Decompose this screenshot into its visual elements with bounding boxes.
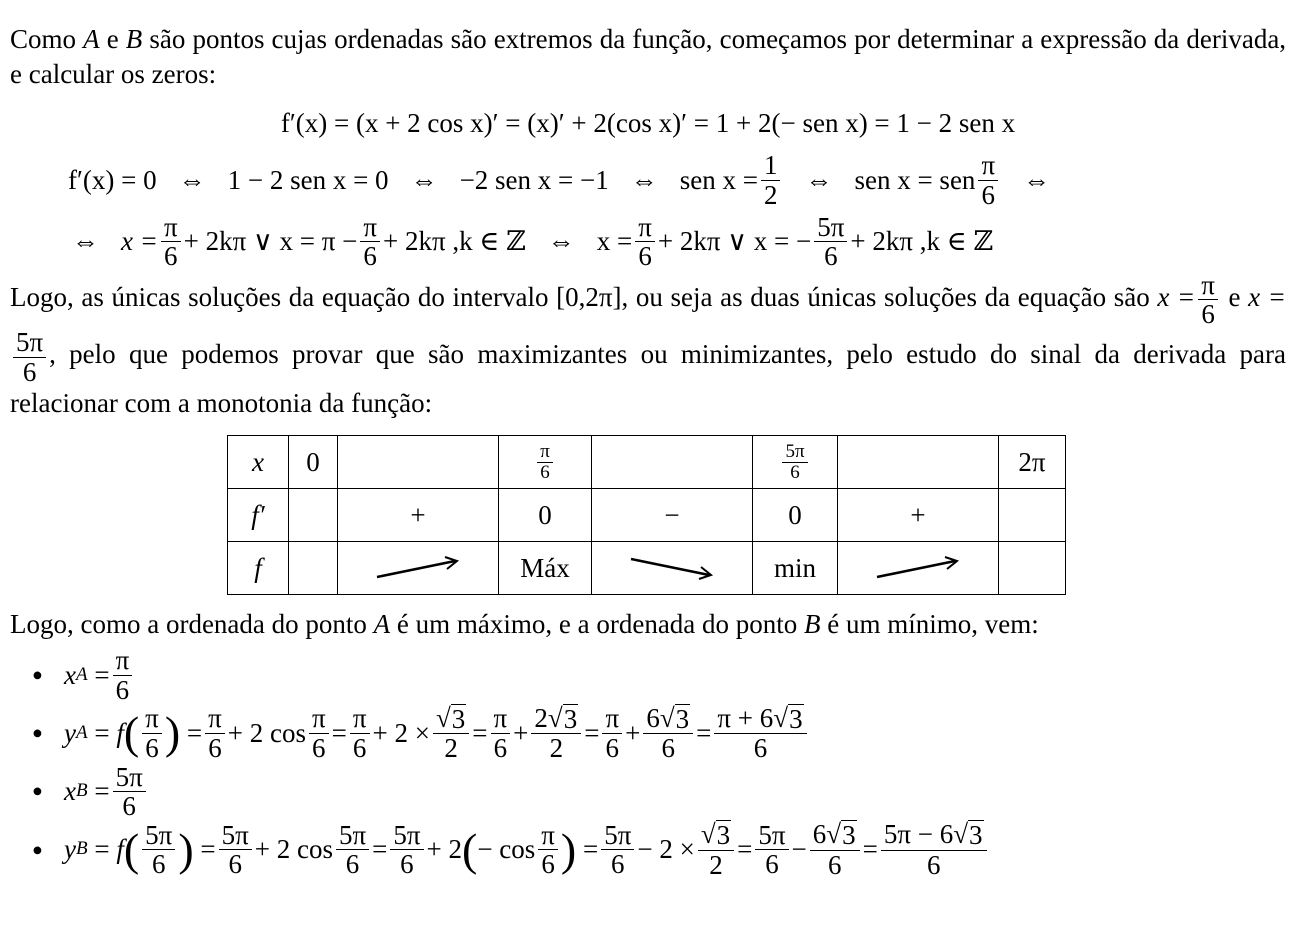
point-b: B [804, 609, 821, 640]
iff-symbol: ⇔ [72, 226, 99, 257]
row-label-x: x [228, 436, 289, 489]
intro-text-1: Como [10, 24, 77, 54]
zeros-step-2: 1 − 2 sen x = 0 [227, 164, 389, 195]
decreasing-arrow-icon [592, 542, 753, 595]
list-item-yb: ● y B = f ( $\frac{5\pi}{6}$ ) = $\frac{5\pi}{6}$ + 2 cos $\frac{5\pi}{6}$ = $\frac{5\pi}{6}$ + 2 ( − cos $\frac{\pi}{6}$ ) = $\frac{5\pi}{6}$ − 2 × √ 3 2 = $\frac{5\pi}{6}$ − 6√ 3 6 = 5π − 6√ 3 6 [32, 820, 1286, 879]
iff-symbol: ⇔ [178, 164, 206, 195]
zero-1: 0 [499, 489, 592, 542]
x-equals: x = [1157, 281, 1196, 312]
or-symbol: ∨ [727, 226, 748, 257]
fraction-pi-6: $\frac{\pi}{6}$ [978, 151, 998, 209]
maximum-label: Máx [499, 542, 592, 595]
table-row-f [228, 542, 1066, 595]
increasing-arrow-icon [338, 542, 499, 595]
solutions-text-2: , pelo que podemos provar que são maximizantes ou minimizantes, pelo estudo do sinal da derivada para relacionar com a monotonia da função: [10, 339, 1286, 419]
solution-x-4: x = − [753, 226, 812, 257]
intro-text-2: são pontos cujas ordenadas são extremos da função, começamos por determinar a expressão da derivada, e calcular os zeros: [10, 24, 1287, 90]
or-symbol: ∨ [252, 226, 273, 257]
derivative-expression: f′(x) = (x + 2 cos x)′ = (x)′ + 2(cos x)′ = 1 + 2(− sen x) = 1 − 2 sen x [280, 108, 1016, 139]
fraction-pi-6: $\frac{\pi}{6}$ [635, 213, 655, 271]
zeros-step-5: sen x = sen [854, 164, 976, 195]
intro-paragraph [10, 22, 1286, 92]
row-label-f: f [228, 542, 289, 595]
fraction-5pi-6: $\frac{5\pi}{6}$ [814, 213, 847, 271]
solution-x-2: x = π − [279, 226, 358, 257]
increasing-arrow-icon [838, 542, 999, 595]
results-list [10, 646, 1286, 879]
fraction-5pi-6: $\frac{5\pi}{6}$ [782, 442, 807, 483]
row-label-fprime: f′ [228, 489, 289, 542]
iff-symbol: ⇔ [547, 226, 575, 257]
zeros-line-1 [10, 151, 1286, 209]
fraction-pi-6: $\frac{\pi}{6}$ [1198, 271, 1218, 329]
iff-symbol: ⇔ [805, 164, 833, 195]
fraction-5pi-6: $\frac{5\pi}{6}$ [113, 763, 146, 821]
fraction-pi-6: $\frac{\pi}{6}$ [113, 646, 133, 704]
list-item-xb: ● x B = $\frac{5\pi}{6}$ [32, 763, 1286, 821]
conclusion-text-1: Logo, como a ordenada do ponto [10, 609, 367, 640]
fraction-one-half: $\frac{1}{2}$ [761, 151, 781, 209]
point-b: B [125, 24, 143, 54]
intro-and: e [106, 24, 119, 54]
conclusion-text-2: é um máximo, e a ordenada do ponto [396, 609, 798, 640]
zero-2: 0 [753, 489, 838, 542]
x-start: 0 [289, 436, 338, 489]
zeros-step-3: −2 sen x = −1 [459, 164, 609, 195]
plus-2kpi: + 2kπ [657, 226, 721, 257]
iff-symbol: ⇔ [410, 164, 438, 195]
zeros-line-2 [10, 213, 1286, 271]
minimum-label: min [753, 542, 838, 595]
zeros-step-4: sen x = [679, 164, 758, 195]
document-page [10, 22, 1286, 879]
solutions-text-1: Logo, as únicas soluções da equação do intervalo [0,2π], ou seja as duas únicas soluções da equação são [10, 281, 1150, 312]
derivative-equation [10, 106, 1286, 141]
sign-positive-1: + [338, 489, 499, 542]
solution-x-1: x = [121, 226, 158, 257]
sign-negative: − [592, 489, 753, 542]
iff-symbol: ⇔ [630, 164, 658, 195]
conclusion-paragraph [10, 607, 1286, 642]
fraction-5pi-6: $\frac{5\pi}{6}$ [13, 328, 46, 386]
sign-positive-2: + [838, 489, 999, 542]
solutions-paragraph [10, 271, 1286, 421]
plus-2kpi-k: + 2kπ ,k ∈ ℤ [382, 226, 526, 257]
list-item-xa: ● x A = $\frac{\pi}{6}$ [32, 646, 1286, 704]
fraction-pi-6: $\frac{\pi}{6}$ [161, 213, 181, 271]
and-word: e [1228, 281, 1241, 312]
point-a: A [83, 24, 100, 54]
plus-2kpi-k: + 2kπ ,k ∈ ℤ [850, 226, 994, 257]
table-row-fprime [228, 489, 1066, 542]
iff-symbol: ⇔ [1023, 164, 1051, 195]
x-equals: x = [1248, 281, 1287, 312]
table-row-x [228, 436, 1066, 489]
fraction-pi-6: $\frac{\pi}{6}$ [360, 213, 380, 271]
fraction-pi-6: $\frac{\pi}{6}$ [537, 442, 553, 483]
plus-2kpi: + 2kπ [183, 226, 247, 257]
conclusion-text-3: é um mínimo, vem: [827, 609, 1039, 640]
point-a: A [373, 609, 391, 640]
sign-table [227, 435, 1066, 595]
solution-x-3: x = [596, 226, 633, 257]
list-item-ya: ● y A = f ( $\frac{\pi}{6}$ ) = $\frac{\pi}{6}$ + 2 cos $\frac{\pi}{6}$ = $\frac{\pi}{6}$ + 2 × √ 3 2 = $\frac{\pi}{6}$ + 2√ 3 2 = $\frac{\pi}{6}$ + 6√ 3 6 = π + 6√ 3 6 [32, 704, 1286, 763]
x-end: 2π [999, 436, 1066, 489]
zeros-step-1: f′(x) = 0 [68, 164, 157, 195]
